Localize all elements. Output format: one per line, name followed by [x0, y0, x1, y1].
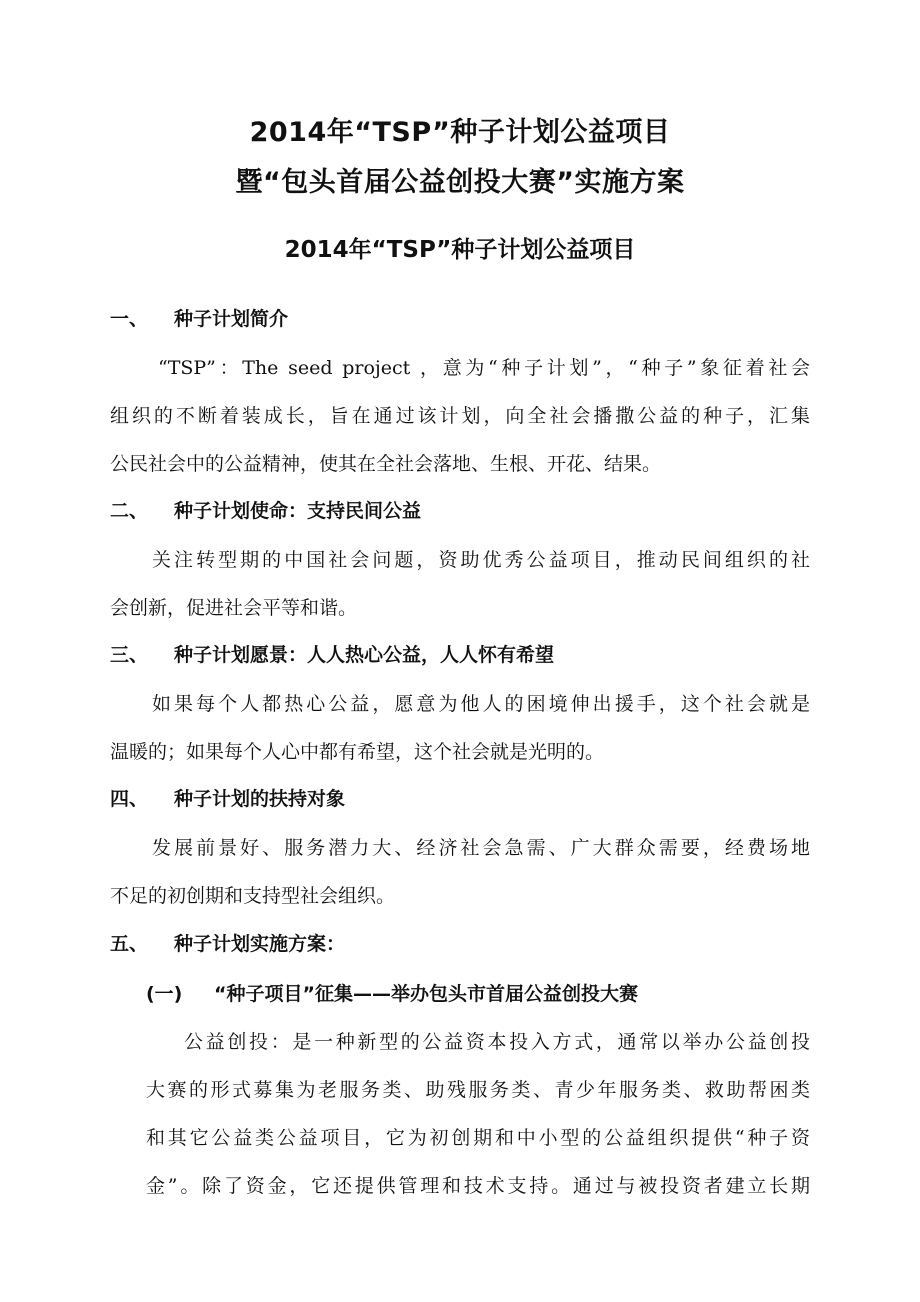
section-heading-4	[110, 785, 345, 813]
section-heading-2	[110, 497, 421, 525]
paragraph-line: 金”。除了资金，它还提供管理和技术支持。通过与被投资者建立长期	[146, 1175, 810, 1197]
section-title: 种子计划愿景：人人热心公益，人人怀有希望	[174, 644, 555, 666]
document-subtitle: 2014年“TSP”种子计划公益项目	[284, 237, 636, 263]
document-title-line-2: 暨“包头首届公益创投大赛”实施方案	[235, 167, 685, 198]
subsection-heading	[146, 980, 638, 1008]
subsection-title: “种子项目”征集——举办包头市首届公益创投大赛	[214, 983, 638, 1005]
section-heading-5	[110, 930, 345, 958]
section-number: 五、	[110, 933, 149, 955]
paragraph-line: 关注转型期的中国社会问题，资助优秀公益项目，推动民间组织的社	[152, 549, 810, 571]
section-title: 种子计划使命：支持民间公益	[174, 500, 422, 522]
section-title: 种子计划实施方案：	[174, 933, 346, 955]
section-title: 种子计划简介	[174, 308, 289, 330]
section-title: 种子计划的扶持对象	[174, 788, 346, 810]
paragraph-line: 会创新，促进社会平等和谐。	[110, 597, 358, 619]
paragraph-line: 不足的初创期和支持型社会组织。	[110, 885, 396, 907]
paragraph-line: 发展前景好、服务潜力大、经济社会急需、广大群众需要，经费场地	[152, 837, 810, 859]
paragraph-line: 公民社会中的公益精神，使其在全社会落地、生根、开花、结果。	[110, 453, 662, 475]
subsection-number: (一)	[146, 983, 183, 1005]
section-number: 四、	[110, 788, 149, 810]
section-heading-1	[110, 305, 288, 333]
section-number: 二、	[110, 500, 149, 522]
section-number: 三、	[110, 644, 149, 666]
paragraph-line: 温暖的；如果每个人心中都有希望，这个社会就是光明的。	[110, 741, 605, 763]
section-number: 一、	[110, 308, 149, 330]
paragraph-line: 公益创投：是一种新型的公益资本投入方式，通常以举办公益创投	[184, 1031, 810, 1053]
document-title-line-1: 2014年“TSP”种子计划公益项目	[249, 117, 671, 148]
paragraph-line: “TSP”：The seed project ，意为“种子计划”，“种子”象征着社会	[158, 357, 810, 379]
paragraph-line: 组织的不断着装成长，旨在通过该计划，向全社会播撒公益的种子，汇集	[110, 405, 810, 427]
paragraph-line: 和其它公益类公益项目，它为初创期和中小型的公益组织提供“种子资	[146, 1127, 810, 1149]
paragraph-line: 如果每个人都热心公益，愿意为他人的困境伸出援手，这个社会就是	[152, 693, 810, 715]
paragraph-line: 大赛的形式募集为老服务类、助残服务类、青少年服务类、救助帮困类	[146, 1079, 810, 1101]
section-heading-3	[110, 641, 554, 669]
